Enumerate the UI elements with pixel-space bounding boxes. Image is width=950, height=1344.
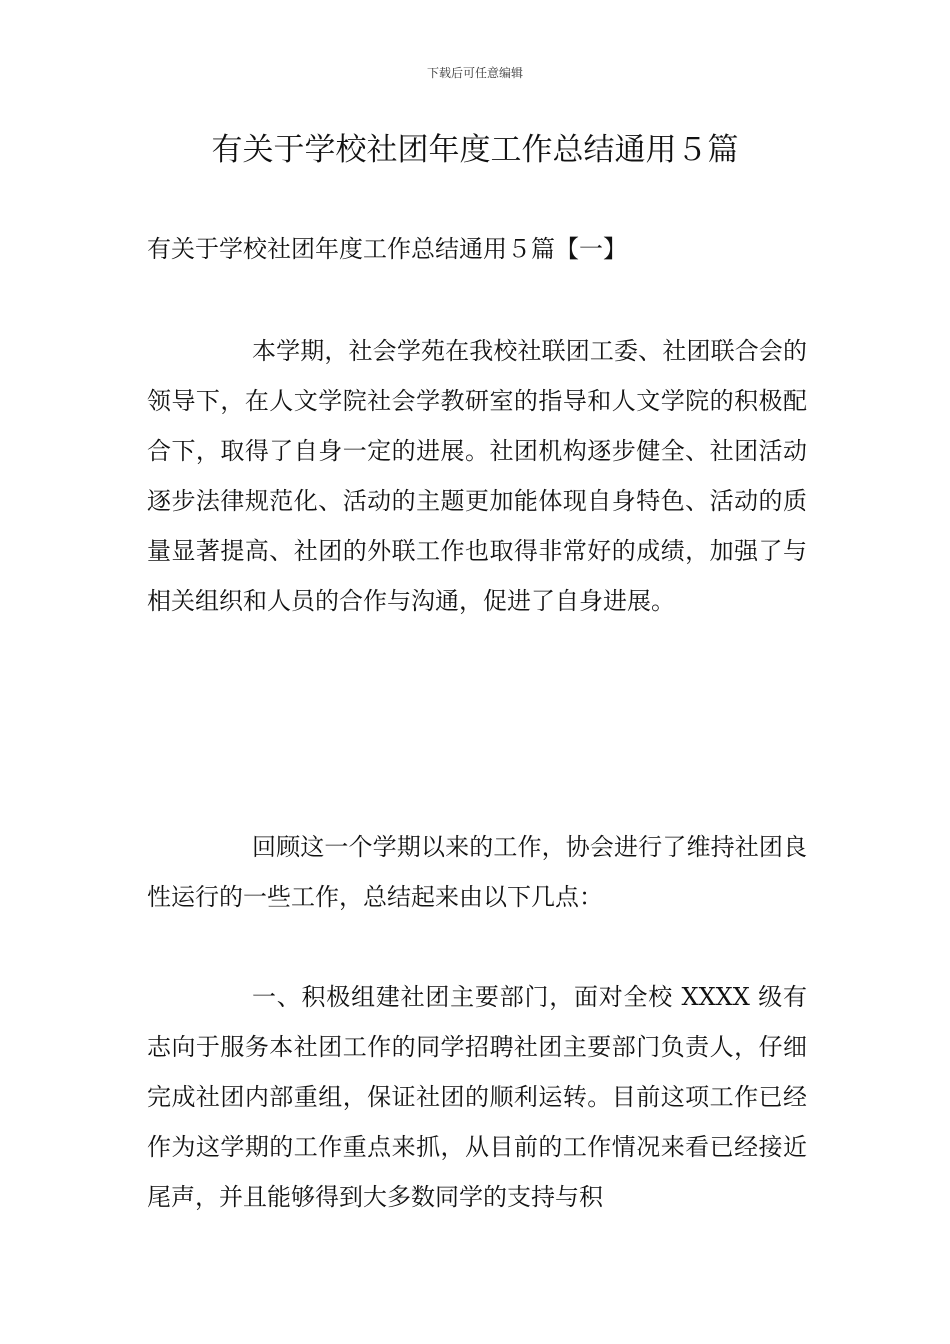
paragraph-1: 本学期，社会学苑在我校社联团工委、社团联合会的领导下，在人文学院社会学教研室的指导和人文学院的积极配合下，取得了自身一定的进展。社团机构逐步健全、社团活动逐步法律规范化、活动的主题更加能体现自身特色、活动的质量显著提高、社团的外联工作也取得非常好的成绩，加强了与相关组织和人员的合作与沟通，促进了自身进展。 [147, 337, 807, 615]
section-heading: 有关于学校社团年度工作总结通用５篇【一】 [147, 235, 627, 263]
paragraph-3: 一、积极组建社团主要部门，面对全校 XXXX 级有志向于服务本社团工作的同学招聘社团主要部门负责人，仔细完成社团内部重组，保证社团的顺利运转。目前这项工作已经作为这学期的工作重点来抓，从目前的工作情况来看已经接近尾声，并且能够得到大多数同学的支持与积 [147, 983, 807, 1211]
header-note: 下载后可任意编辑 [426, 66, 523, 80]
document-title: 有关于学校社团年度工作总结通用５篇 [211, 132, 739, 168]
paragraph-2: 回顾这一个学期以来的工作，协会进行了维持社团良性运行的一些工作，总结起来由以下几点： [147, 833, 807, 911]
